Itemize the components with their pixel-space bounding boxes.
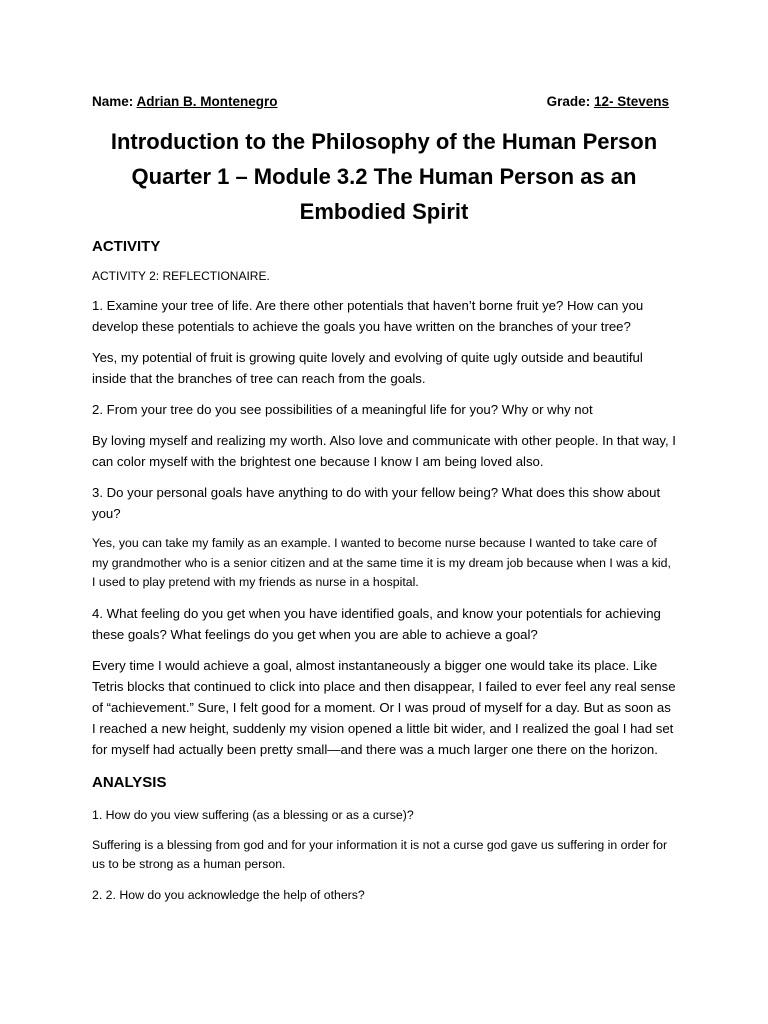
activity-question-2: 2. From your tree do you see possibilities of a meaningful life for you? Why or why not <box>92 402 593 417</box>
activity-question-3: 3. Do your personal goals have anything to do with your fellow being? What does this show about you? <box>92 485 661 521</box>
analysis-question-1: 1. How do you view suffering (as a blessing or as a curse)? <box>92 807 414 822</box>
analysis-answer-1: Suffering is a blessing from god and for your information it is not a curse god gave us suffering in order for us to be strong as a human person. <box>92 837 668 871</box>
activity-heading: ACTIVITY <box>92 238 161 255</box>
activity-answer-2: By loving myself and realizing my worth. Also love and communicate with other people. In that way, I can color myself with the brightest one because I know I am being loved also. <box>92 433 676 469</box>
grade-field <box>547 94 669 109</box>
grade-value: 12- Stevens <box>593 94 669 109</box>
page-title <box>60 124 708 229</box>
activity-question-4: 4. What feeling do you get when you have identified goals, and know your potentials for achieving these goals? What feelings do you get when you are able to achieve a goal? <box>92 605 661 642</box>
title-line-3: Embodied Spirit <box>299 199 469 224</box>
title-line-1: Introduction to the Philosophy of the Human Person <box>110 129 658 154</box>
analysis-heading: ANALYSIS <box>92 773 167 791</box>
title-line-2: Quarter 1 – Module 3.2 The Human Person as an <box>131 164 637 189</box>
document-content <box>92 238 676 916</box>
analysis-question-2: 2. 2. How do you acknowledge the help of others? <box>92 887 365 902</box>
activity-answer-4: Every time I would achieve a goal, almost instantaneously a bigger one would take its place. Like Tetris blocks that continued to click into place and then disappear, I failed to ever feel any real sense of “achievement.” Sure, I felt good for a moment. Or I was proud of myself for a day. But as soon as I reached a new height, suddenly my vision opened a little bit wider, and I realized the goal I had set for myself had actually been pretty small—and there was a much larger one there on the horizon. <box>92 657 676 757</box>
header-row <box>92 94 669 109</box>
activity-question-1: 1. Examine your tree of life. Are there other potentials that haven’t borne fruit ye? How can you develop these potentials to achieve the goals you have written on the branches of your tree? <box>92 298 644 334</box>
name-field <box>92 94 278 109</box>
activity-subheading: ACTIVITY 2: REFLECTIONAIRE. <box>92 269 270 283</box>
activity-answer-3: Yes, you can take my family as an example. I wanted to become nurse because I wanted to take care of my grandmother who is a senior citizen and at the same time it is my dream job because when I was a kid, I used to play pretend with my friends as nurse in a hospital. <box>92 536 671 589</box>
activity-answer-1: Yes, my potential of fruit is growing quite lovely and evolving of quite ugly outside and beautiful inside that the branches of tree can reach from the goals. <box>92 350 643 386</box>
name-value: Adrian B. Montenegro <box>136 94 278 109</box>
name-label: Name: <box>92 94 134 109</box>
grade-label: Grade: <box>546 94 591 109</box>
